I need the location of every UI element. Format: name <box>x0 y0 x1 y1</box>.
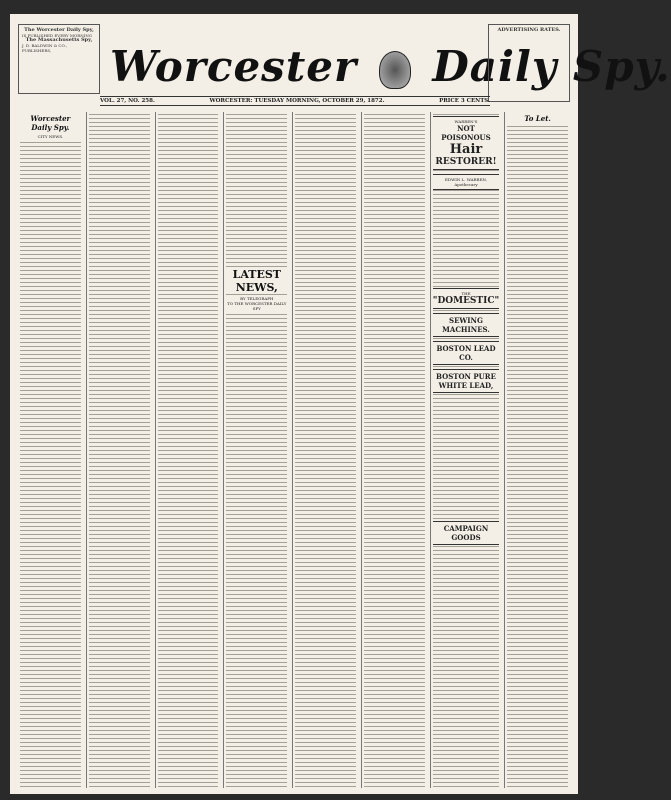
hair-restorer-ad <box>433 116 499 170</box>
column-3 <box>155 112 221 788</box>
domestic-ad <box>433 288 499 309</box>
newspaper-title <box>110 42 671 91</box>
boston-lead-ad <box>433 341 499 365</box>
col1-header: Worcester Daily Spy. <box>20 114 81 132</box>
column-5 <box>292 112 358 788</box>
ad6-text: BOSTON PURE WHITE LEAD, <box>436 372 496 390</box>
title-right: Daily Spy. <box>432 42 671 91</box>
ad5-text: BOSTON LEAD CO. <box>436 344 496 362</box>
white-lead-ad <box>433 369 499 393</box>
to-let-header: To Let. <box>507 114 568 123</box>
column-1 <box>18 112 83 788</box>
masthead <box>10 14 671 106</box>
ad4-text: SEWING MACHINES. <box>442 316 490 334</box>
column-8 <box>504 112 570 788</box>
advertising-rates-box <box>488 24 570 102</box>
column-7 <box>430 112 501 788</box>
price: PRICE 3 CENTS. <box>439 98 490 104</box>
dateline <box>100 96 490 106</box>
latest-news-sub2: TO THE WORCESTER DAILY SPY <box>227 301 287 311</box>
left-box-title: The Worcester Daily Spy, <box>24 27 94 33</box>
sewing-machines-ad <box>433 313 499 337</box>
latest-news-headline: LATEST NEWS, <box>226 268 287 294</box>
volume: VOL. 27, NO. 258. <box>100 98 155 104</box>
newspaper-page <box>10 14 671 794</box>
ad1-word: RESTORER! <box>435 157 497 167</box>
columns <box>18 112 570 788</box>
column-4 <box>223 112 289 788</box>
left-box-title2: The Massachusetts Spy, <box>25 37 93 43</box>
ad3-the: THE <box>461 291 471 296</box>
left-box-line: IS PUBLISHED EVERY MORNING <box>22 33 93 38</box>
ad7-text: CAMPAIGN GOODS <box>443 524 489 542</box>
place-date: WORCESTER: TUESDAY MORNING, OCTOBER 29, 1872. <box>209 98 385 104</box>
ad1-top: WARREN'S <box>454 119 478 124</box>
ad1-mid: NOT POISONOUS <box>441 124 491 142</box>
title-left: Worcester <box>110 42 358 91</box>
campaign-goods-ad <box>433 521 499 545</box>
column-6 <box>361 112 427 788</box>
column-2 <box>86 112 152 788</box>
left-box-publisher: J. D. BALDWIN & CO., PUBLISHERS, <box>22 43 68 53</box>
subscription-box <box>18 24 100 94</box>
latest-news-sub1: BY TELEGRAPH <box>226 296 287 301</box>
ad1-big: Hair <box>449 142 483 157</box>
col1-subheader: CITY NEWS. <box>20 134 81 139</box>
apothecary-ad: EDWIN L. WARREN, Apothecary <box>433 174 499 190</box>
state-seal-icon <box>379 51 411 89</box>
ad3-big: "DOMESTIC" <box>432 296 500 306</box>
right-box-title: ADVERTISING RATES. <box>497 27 561 33</box>
